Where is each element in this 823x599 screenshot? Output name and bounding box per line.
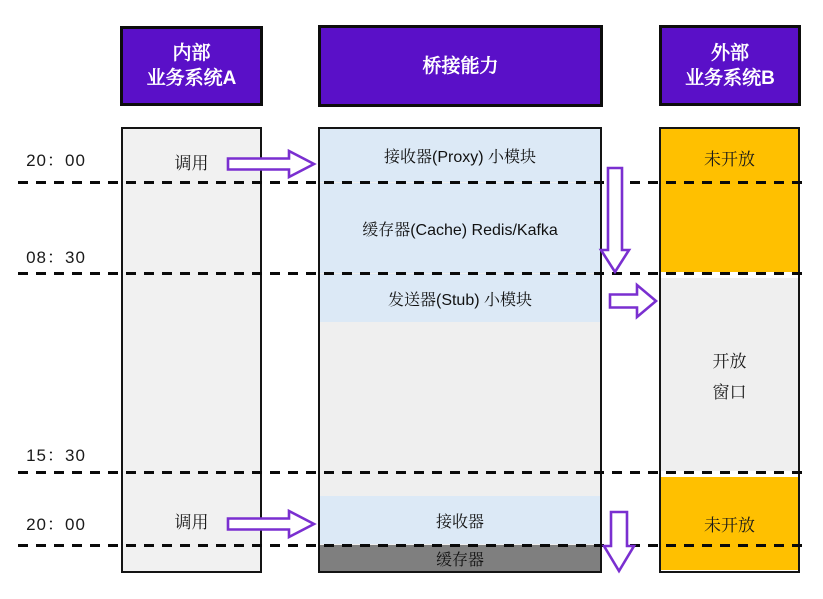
open-window-label-line1: 开放	[712, 351, 747, 371]
stub-module-box	[320, 274, 600, 322]
time-separator-line-3	[18, 471, 802, 474]
call-label-bottom: 调用	[174, 513, 209, 532]
open-window	[661, 278, 798, 471]
bridge-lane	[318, 127, 602, 573]
bridge-header	[318, 25, 603, 107]
closed-window-bottom-label: 未开放	[704, 516, 755, 535]
time-separator-line-2	[18, 272, 802, 275]
cache-module-box	[320, 183, 600, 273]
system-b-header-line2: 业务系统B	[685, 67, 775, 89]
cache-module-label: 缓存器(Cache) Redis/Kafka	[362, 221, 558, 239]
closed-window-bottom	[661, 477, 798, 570]
system-b-lane	[659, 127, 800, 573]
time-label-1530: 15：30	[26, 446, 86, 465]
bridge-header-label: 桥接能力	[422, 55, 499, 77]
system-b-header	[659, 25, 801, 106]
cache-bottom-module-box	[320, 545, 600, 571]
open-window-label-line2: 窗口	[712, 382, 747, 402]
system-a-header-line1: 内部	[172, 43, 211, 64]
call-label-top: 调用	[174, 154, 209, 173]
proxy-module-box	[320, 129, 600, 182]
cache-bottom-module-label: 缓存器	[435, 551, 484, 569]
closed-window-top	[661, 129, 798, 272]
system-a-header	[120, 26, 263, 106]
closed-window-top-label: 未开放	[704, 150, 755, 169]
stub-module-label: 发送器(Stub) 小模块	[387, 291, 533, 309]
time-label-0830: 08：30	[26, 248, 86, 267]
receiver-module-label: 接收器	[435, 513, 484, 531]
system-a-lane	[121, 127, 262, 573]
time-label-2000-morning: 20：00	[26, 151, 86, 170]
time-separator-line-4	[18, 544, 802, 547]
system-a-header-line2: 业务系统A	[146, 68, 237, 89]
flow-down-arrow-bottom-icon	[604, 512, 634, 571]
flow-right-arrow-icon	[610, 285, 656, 317]
receiver-module-box	[320, 496, 600, 544]
system-b-header-line1: 外部	[710, 42, 749, 64]
time-separator-line-1	[18, 181, 802, 184]
time-label-2000-evening: 20：00	[26, 515, 86, 534]
proxy-module-label: 接收器(Proxy) 小模块	[383, 149, 536, 166]
